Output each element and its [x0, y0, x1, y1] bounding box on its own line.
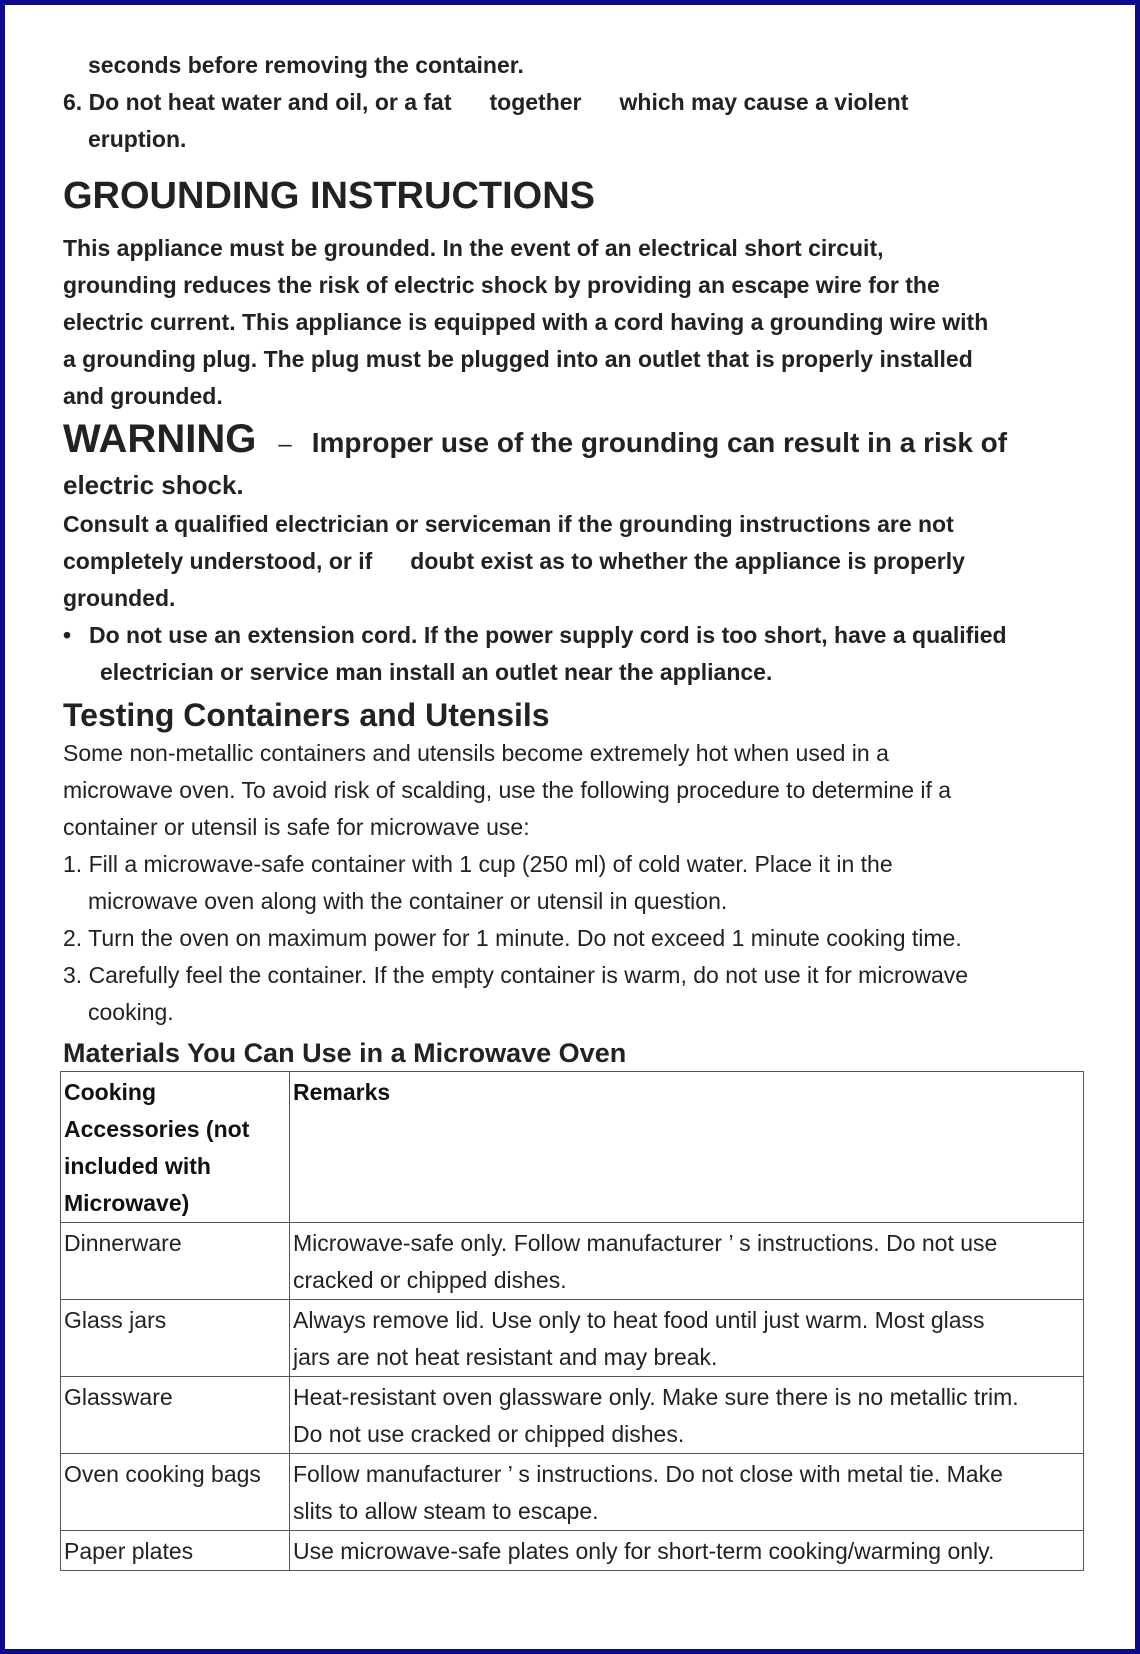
table-row [61, 1223, 1084, 1300]
grounding-para-line: a grounding plug. The plug must be plugged into an outlet that is properly installed [63, 346, 973, 372]
header-remarks: Remarks [290, 1072, 1084, 1223]
remark-line: Always remove lid. Use only to heat food until just warm. Most glass [293, 1307, 985, 1333]
remark-line: Do not use cracked or chipped dishes. [293, 1421, 685, 1447]
remark-line: slits to allow steam to escape. [293, 1498, 599, 1524]
bullet-text: Do not use an extension cord. If the power supply cord is too short, have a qualified [89, 622, 1007, 648]
bullet-icon: • [63, 622, 72, 648]
remark-line: Microwave-safe only. Follow manufacturer ’ s instructions. Do not use [293, 1230, 998, 1256]
cell-remark [290, 1223, 1084, 1300]
remark-line: Use microwave-safe plates only for short-term cooking/warming only. [293, 1538, 995, 1564]
bullet-cont: electrician or service man install an outlet near the appliance. [100, 659, 773, 685]
testing-heading: Testing Containers and Utensils [63, 697, 550, 733]
cell-item: Glass jars [61, 1300, 290, 1377]
list-item-6-cont: eruption. [88, 126, 187, 152]
testing-step-1-cont: microwave oven along with the container or utensil in question. [88, 888, 728, 914]
intro-line: seconds before removing the container. [88, 52, 524, 78]
consult-line: grounded. [63, 585, 176, 611]
grounding-heading: GROUNDING INSTRUCTIONS [63, 175, 595, 217]
consult-line: Consult a qualified electrician or serviceman if the grounding instructions are not [63, 511, 954, 537]
materials-heading: Materials You Can Use in a Microwave Oven [63, 1038, 627, 1068]
header-line: Cooking [64, 1079, 156, 1105]
cell-item: Glassware [61, 1377, 290, 1454]
warning-cont: electric shock. [63, 470, 244, 500]
remark-line: jars are not heat resistant and may break. [293, 1344, 718, 1370]
header-accessories [61, 1072, 290, 1223]
cell-remark [290, 1454, 1084, 1531]
warning-word: WARNING [63, 417, 257, 461]
cell-remark [290, 1531, 1084, 1571]
testing-step-2: 2. Turn the oven on maximum power for 1 minute. Do not exceed 1 minute cooking time. [63, 925, 962, 951]
grounding-para-line: grounding reduces the risk of electric shock by providing an escape wire for the [63, 272, 940, 298]
testing-intro-line: container or utensil is safe for microwave use: [63, 814, 530, 840]
table-row [61, 1377, 1084, 1454]
item6-part-c: which may cause a violent [619, 89, 909, 115]
header-line: Accessories (not [64, 1116, 250, 1142]
consult-part-a: completely understood, or if [63, 548, 373, 574]
table-row [61, 1454, 1084, 1531]
testing-step-1: 1. Fill a microwave-safe container with 1 cup (250 ml) of cold water. Place it in the [63, 851, 893, 877]
testing-intro-line: Some non-metallic containers and utensils become extremely hot when used in a [63, 740, 889, 766]
remark-line: Follow manufacturer ’ s instructions. Do not close with metal tie. Make [293, 1461, 1003, 1487]
testing-step-3: 3. Carefully feel the container. If the empty container is warm, do not use it for microwave [63, 962, 969, 988]
remark-line: Heat-resistant oven glassware only. Make sure there is no metallic trim. [293, 1384, 1019, 1410]
header-line: Microwave) [64, 1190, 190, 1216]
header-line: included with [64, 1153, 211, 1179]
cell-remark [290, 1377, 1084, 1454]
warning-text: Improper use of the grounding can result in a risk of [311, 427, 1008, 458]
extension-cord-bullet [63, 617, 1080, 654]
cell-item: Oven cooking bags [61, 1454, 290, 1531]
table-row [61, 1531, 1084, 1571]
cell-item: Paper plates [61, 1531, 290, 1571]
grounding-para-line: and grounded. [63, 383, 223, 409]
consult-line [63, 543, 1080, 580]
table-row [61, 1300, 1084, 1377]
list-item-6 [63, 84, 1080, 121]
item6-part-b: together [489, 89, 582, 115]
remark-line: cracked or chipped dishes. [293, 1267, 567, 1293]
grounding-para-line: This appliance must be grounded. In the event of an electrical short circuit, [63, 235, 884, 261]
warning-dash: – [278, 431, 292, 458]
warning-line [63, 417, 1080, 470]
cell-item: Dinnerware [61, 1223, 290, 1300]
table-header-row [61, 1072, 1084, 1223]
item6-part-a: 6. Do not heat water and oil, or a fat [63, 89, 452, 115]
consult-part-b: doubt exist as to whether the appliance is properly [410, 548, 965, 574]
materials-table [60, 1071, 1084, 1571]
testing-intro-line: microwave oven. To avoid risk of scalding, use the following procedure to determine if a [63, 777, 952, 803]
grounding-para-line: electric current. This appliance is equipped with a cord having a grounding wire with [63, 309, 989, 335]
cell-remark [290, 1300, 1084, 1377]
testing-step-3-cont: cooking. [88, 999, 174, 1025]
